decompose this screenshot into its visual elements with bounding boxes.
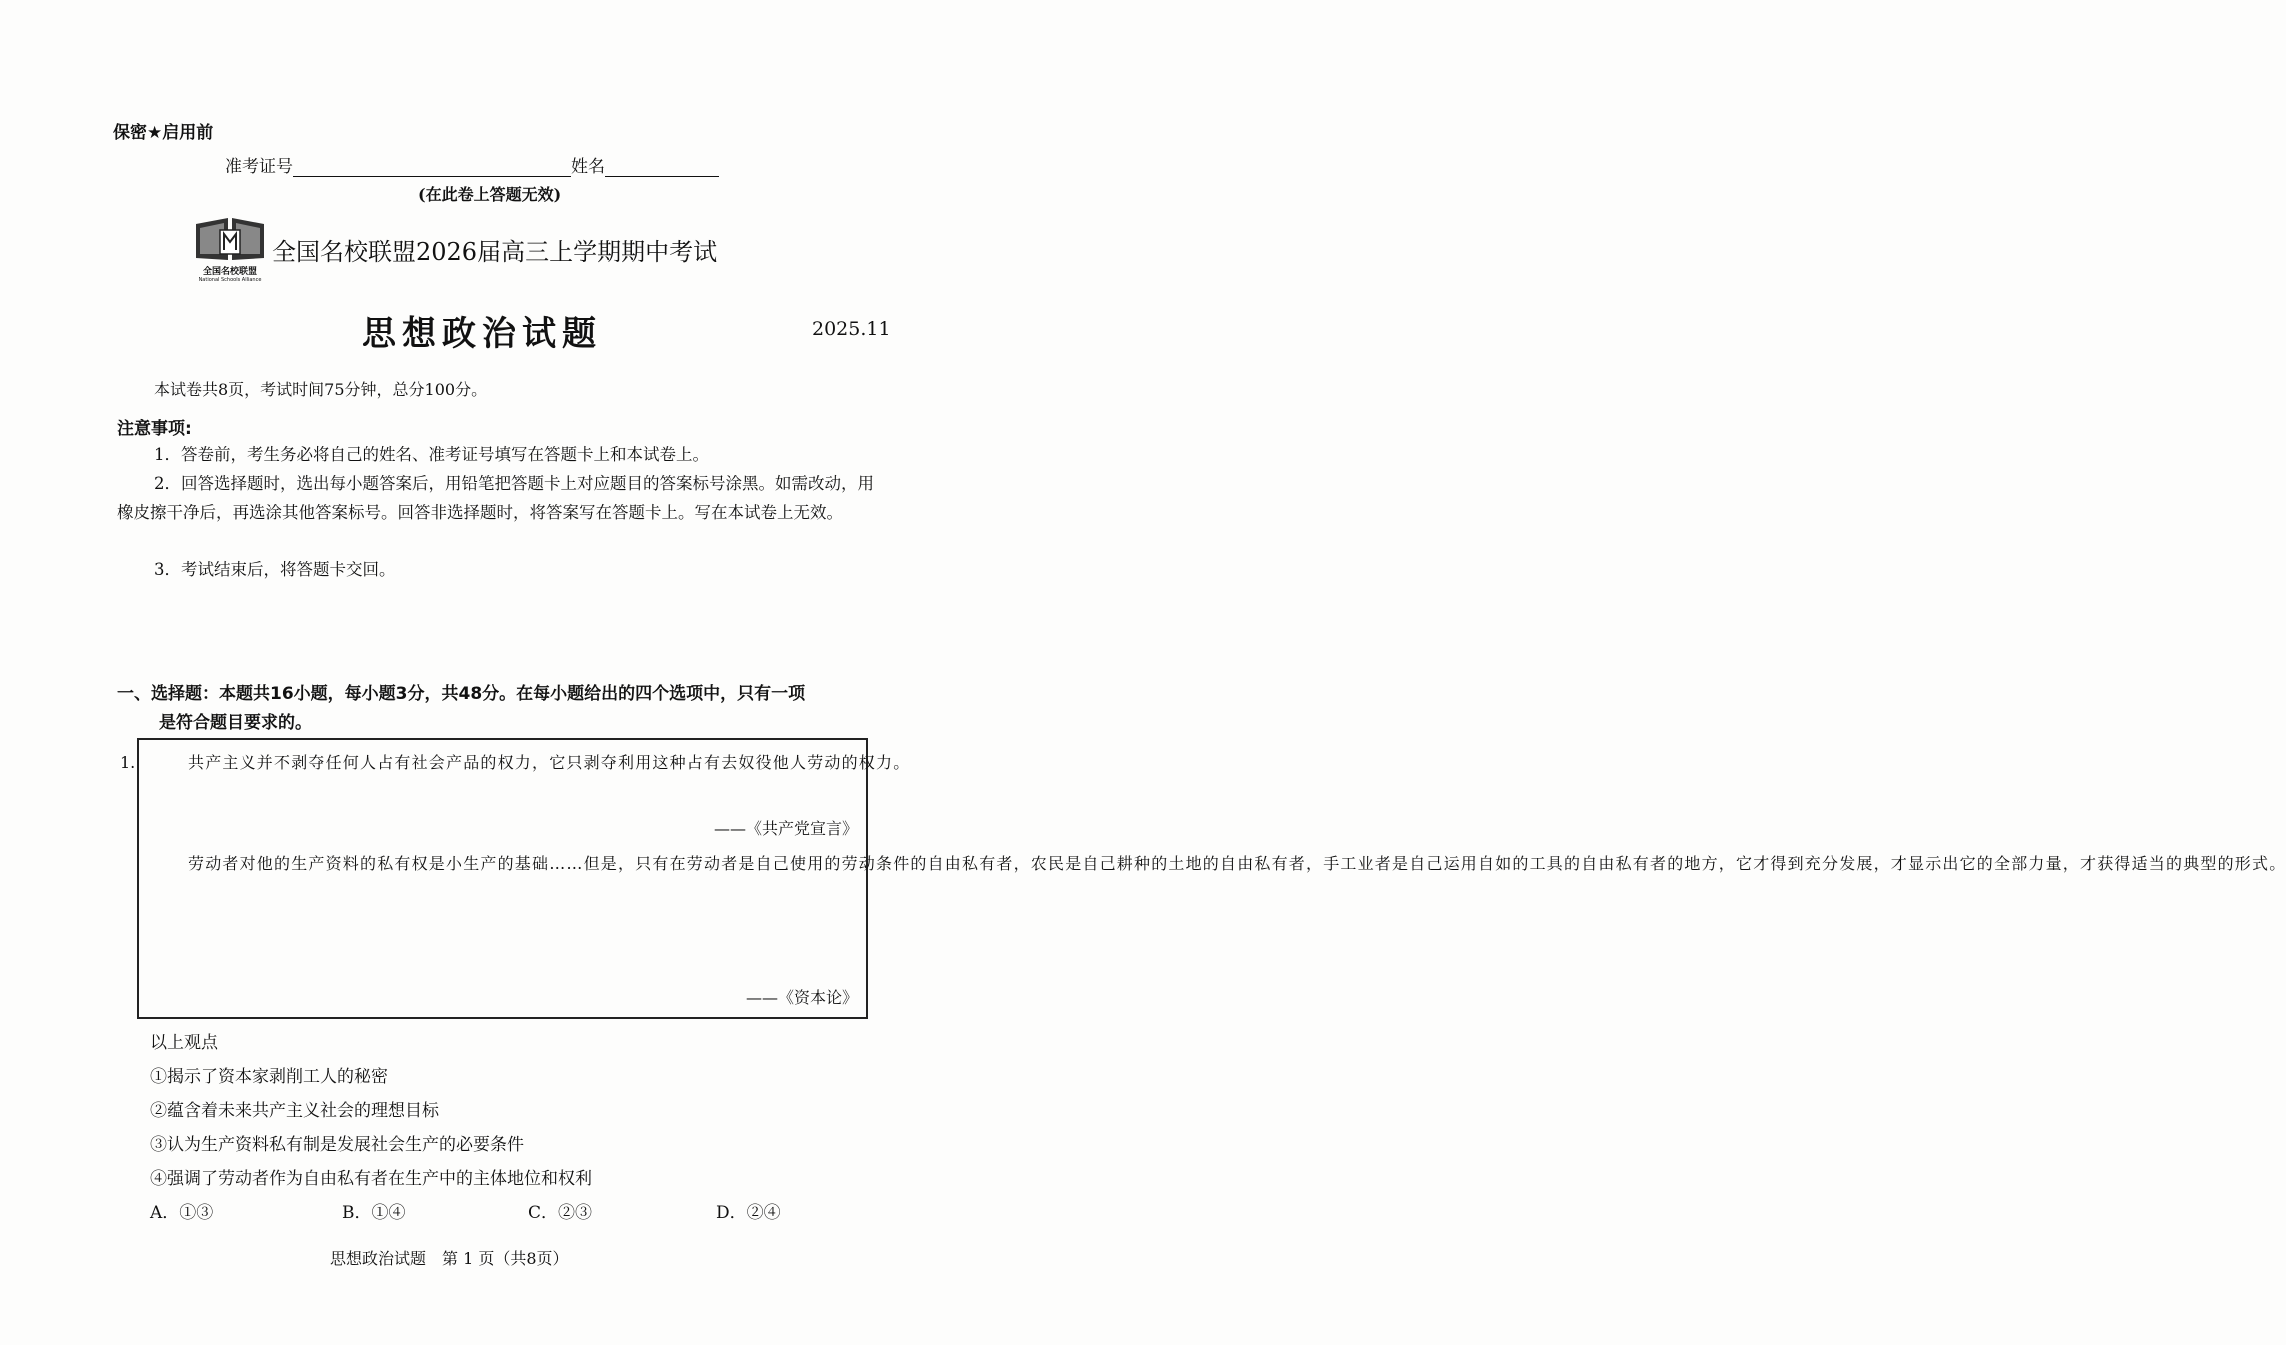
question-number: 1. xyxy=(120,753,136,772)
book-icon xyxy=(190,214,270,264)
quote-text: 劳动者对他的生产资料的私有权是小生产的基础……但是，只有在劳动者是自己使用的劳动条件的自由私有者，农民是自己耕种的土地的自由私有者，手工业者是自己运用自如的工具的自由私有者的地方，它才得到充分发展，才显示出它的全部力量，才获得适当的典型的形式。 xyxy=(188,854,2286,873)
logo-name-en: National Schools Alliance xyxy=(198,277,262,283)
name-label: 姓名 xyxy=(571,157,605,177)
exam-id-label: 准考证号 xyxy=(225,157,293,177)
notice-heading: 注意事项: xyxy=(117,419,192,439)
notice-item: 3．考试结束后，将答题卡交回。 xyxy=(154,560,396,579)
statement-item: ④强调了劳动者作为自由私有者在生产中的主体地位和权利 xyxy=(150,1169,592,1189)
confidential-label: 保密★启用前 xyxy=(113,123,214,143)
answer-option-c[interactable]: C．②③ xyxy=(528,1203,593,1223)
exam-title: 全国名校联盟2026届高三上学期期中考试 xyxy=(272,238,718,266)
quote-box xyxy=(137,738,2286,1019)
answer-option-b[interactable]: B．①④ xyxy=(342,1203,406,1223)
statement-item: ②蕴含着未来共产主义社会的理想目标 xyxy=(150,1101,439,1121)
answer-option-a[interactable]: A．①③ xyxy=(150,1203,214,1223)
section-heading-line: 是符合题目要求的。 xyxy=(159,713,312,733)
candidate-info-row xyxy=(225,152,719,177)
section-heading-line: 一、选择题：本题共16小题，每小题3分，共48分。在每小题给出的四个选项中，只有一项 xyxy=(117,684,806,704)
quote-text: 共产主义并不剥夺任何人占有社会产品的权力，它只剥夺利用这种占有去奴役他人劳动的权力。 xyxy=(188,753,911,772)
quote-source: ——《共产党宣言》 xyxy=(713,819,858,838)
invalid-note: (在此卷上答题无效) xyxy=(418,185,562,204)
statement-item: ①揭示了资本家剥削工人的秘密 xyxy=(150,1067,388,1087)
notice-item: 2．回答选择题时，选出每小题答案后，用铅笔把答题卡上对应题目的答案标号涂黑。如需改动，用橡皮擦干净后，再选涂其他答案标号。回答非选择题时，将答案写在答题卡上。写在本试卷上无效。 xyxy=(117,474,874,522)
statement-item: ③认为生产资料私有制是发展社会生产的必要条件 xyxy=(150,1135,524,1155)
subject-title: 思想政治试题 xyxy=(362,314,602,354)
exam-intro: 本试卷共8页，考试时间75分钟，总分100分。 xyxy=(154,380,488,399)
answer-option-d[interactable]: D．②④ xyxy=(716,1203,781,1223)
section-heading xyxy=(117,680,887,738)
question-stem: 以上观点 xyxy=(150,1033,218,1053)
alliance-logo xyxy=(190,214,270,288)
page-footer: 思想政治试题 第 1 页（共8页） xyxy=(330,1249,569,1268)
exam-id-blank xyxy=(293,158,571,177)
logo-name-cn: 全国名校联盟 xyxy=(202,267,257,277)
notice-item: 1．答卷前，考生务必将自己的姓名、准考证号填写在答题卡上和本试卷上。 xyxy=(154,445,709,464)
name-blank xyxy=(605,158,719,177)
exam-date: 2025.11 xyxy=(812,318,891,340)
quote-source: ——《资本论》 xyxy=(745,988,858,1007)
